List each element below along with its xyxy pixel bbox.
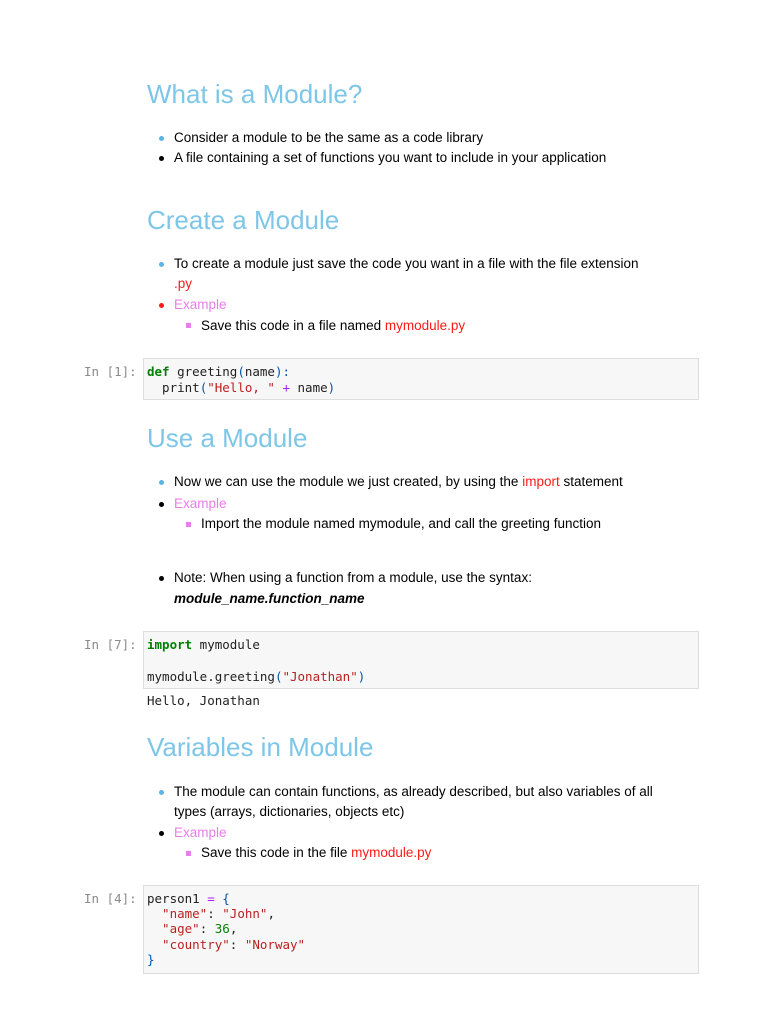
- code-token: ): [327, 380, 336, 395]
- code-token: :: [199, 921, 215, 936]
- code-string: "John": [222, 906, 268, 921]
- code-token: }: [147, 952, 155, 967]
- bullet-dot: [159, 303, 164, 308]
- bullet-text: A file containing a set of functions you want to include in your application: [174, 150, 607, 165]
- code-line: [147, 952, 155, 968]
- bullet-dot: [159, 136, 164, 141]
- sub-bullet-text: Import the module named mymodule, and call the greeting function: [201, 516, 601, 531]
- heading-use-a-module: Use a Module: [147, 423, 308, 453]
- note-syntax: module_name.function_name: [174, 591, 365, 606]
- import-keyword: import: [522, 474, 560, 489]
- example-label: Example: [174, 297, 227, 312]
- bullet-text: Consider a module to be the same as a code library: [174, 130, 484, 145]
- file-extension: .py: [174, 276, 193, 291]
- code-line: [147, 906, 275, 922]
- code-string: "Jonathan": [282, 669, 358, 684]
- example-label: Example: [174, 496, 227, 511]
- sub-bullet-text: [201, 843, 431, 863]
- heading-what-is-a-module: What is a Module?: [147, 79, 363, 109]
- code-string: "Hello, ": [207, 380, 275, 395]
- code-line: [147, 937, 305, 953]
- sub-bullet-square: [186, 323, 191, 328]
- code-token: ):: [274, 364, 291, 379]
- sub-bullet-label: Save this code in the file: [201, 845, 352, 860]
- heading-create-a-module: Create a Module: [147, 205, 340, 235]
- code-token: print: [147, 380, 200, 395]
- code-line: [147, 380, 335, 396]
- code-token: (: [237, 364, 245, 379]
- code-string: "name": [147, 906, 208, 921]
- bullet-dot: [159, 576, 164, 581]
- example-label: Example: [174, 825, 227, 840]
- code-token: ): [357, 669, 366, 684]
- note-text: Note: When using a function from a module, use the syntax:: [174, 570, 532, 585]
- sub-bullet-square: [186, 522, 191, 527]
- code-token: {: [222, 891, 230, 906]
- code-token: mymodule: [192, 637, 260, 652]
- code-keyword: def: [147, 364, 170, 379]
- code-string: "Norway": [244, 937, 306, 952]
- code-string: "country": [147, 937, 230, 952]
- code-operator: =: [199, 891, 223, 906]
- code-cell[interactable]: [143, 885, 699, 974]
- code-number: 36: [214, 921, 230, 936]
- cell-output: Hello, Jonathan: [147, 693, 260, 708]
- cell-prompt: In [1]:: [84, 364, 137, 379]
- bullet-label-tail: statement: [559, 474, 623, 489]
- sub-bullet-square: [186, 851, 191, 856]
- code-operator: +: [274, 380, 298, 395]
- code-line: [147, 669, 365, 685]
- code-token: name: [297, 380, 328, 395]
- code-token: mymodule.greeting: [147, 669, 275, 684]
- code-line: [147, 891, 230, 907]
- bullet-dot: [159, 480, 164, 485]
- bullet-dot: [159, 156, 164, 161]
- heading-variables-in-module: Variables in Module: [147, 732, 374, 762]
- code-line: [147, 921, 237, 937]
- bullet-text: [174, 472, 623, 492]
- bullet-dot: [159, 262, 164, 267]
- code-token: person1: [147, 891, 200, 906]
- code-keyword: import: [147, 637, 193, 652]
- file-name: mymodule.py: [384, 318, 466, 333]
- sub-bullet-text: [201, 316, 465, 336]
- cell-prompt: In [4]:: [84, 891, 137, 906]
- bullet-dot: [159, 790, 164, 795]
- code-token: greeting: [169, 364, 238, 379]
- code-cell[interactable]: [143, 631, 699, 689]
- code-cell[interactable]: [143, 358, 699, 400]
- code-string: "age": [147, 921, 200, 936]
- code-token: ,: [267, 906, 275, 921]
- code-token: name: [244, 364, 275, 379]
- bullet-text: The module can contain functions, as already described, but also variables of all: [174, 784, 653, 799]
- bullet-dot: [159, 502, 164, 507]
- bullet-text: To create a module just save the code you want in a file with the file extension: [174, 256, 639, 271]
- bullet-label: Now we can use the module we just created, by using the: [174, 474, 523, 489]
- bullet-dot: [159, 831, 164, 836]
- sub-bullet-label: Save this code in a file named: [201, 318, 385, 333]
- code-token: :: [229, 937, 245, 952]
- code-token: (: [199, 380, 208, 395]
- code-token: (: [274, 669, 283, 684]
- code-line: [147, 364, 290, 380]
- file-name: mymodule.py: [351, 845, 432, 860]
- code-token: :: [207, 906, 223, 921]
- code-line: [147, 637, 260, 653]
- bullet-text: types (arrays, dictionaries, objects etc): [174, 804, 405, 819]
- code-token: ,: [229, 921, 238, 936]
- cell-prompt: In [7]:: [84, 637, 137, 652]
